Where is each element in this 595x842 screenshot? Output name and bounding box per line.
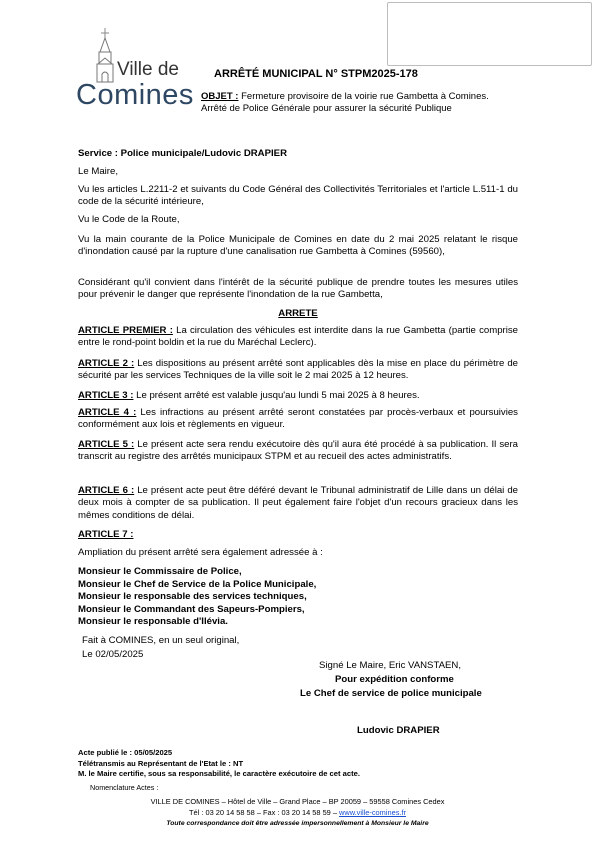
arrete-heading: ARRETE [278,308,318,319]
article-2-label: ARTICLE 2 : [78,358,135,369]
article-5-text: Le présent acte sera rendu exécutoire dès qu'il aura été procédé à sa publication. Il sera transcrit au registre des arrêtés municipaux STPM et au recueil des actes administratifs. [78,439,519,463]
article-1-label: ARTICLE PREMIER : [78,325,173,336]
objet-label: OBJET : [201,91,239,102]
article-6 [78,485,518,522]
article-3-label: ARTICLE 3 : [78,390,134,401]
vu-articles: Vu les articles L.2211-2 et suivants du Code Général des Collectivités Territoriales et l'article L.511-1 du code de la sécurité intérieure, [78,184,518,208]
article-2-text: Les dispositions au présent arrêté sont applicables dès la mise en place du périmètre de sécurité par les services Techniques de la ville soit le 2 mai 2025 à 12 heures. [78,358,518,382]
fait-a: Fait à COMINES, en un seul original, [82,635,240,646]
document-title: ARRÊTÉ MUNICIPAL N° STPM2025-178 [214,68,418,80]
recipient-5: Monsieur le responsable d'Ilévia. [78,616,228,628]
teletransmis: Télétransmis au Représentant de l'Etat le : NT [78,758,244,768]
article-5 [78,439,518,464]
article-2 [78,358,518,383]
footer-meta [78,748,360,780]
logo-ville-de: Ville de [117,59,179,80]
article-7 [78,529,518,541]
article-4 [78,407,518,432]
considerant: Considérant qu'il convient dans l'intérêt de la sécurité publique de prendre toutes les mesures utiles pour prévenir le danger que représente l'inondation de la rue Gambetta, [78,277,518,301]
article-5-label: ARTICLE 5 : [78,439,135,450]
certifie: M. le Maire certifie, sous sa responsabilité, le caractère exécutoire de cet acte. [78,769,360,778]
acte-publie: Acte publié le : 05/05/2025 [78,748,173,757]
signature-line2: Pour expédition conforme [335,674,454,685]
footer-tel: Tél : 03 20 14 58 58 – Fax : 03 20 14 58 59 – [189,808,340,817]
objet-line2: Arrêté de Police Générale pour assurer la sécurité Publique [201,102,452,114]
objet-line1: Fermeture provisoire de la voirie rue Gambetta à Comines. [241,91,489,102]
article-6-label: ARTICLE 6 : [78,485,135,496]
article-3-text: Le présent arrêté est valable jusqu'au lundi 5 mai 2025 à 8 heures. [136,390,420,401]
service-line: Service : Police municipale/Ludovic DRAPIER [78,148,287,159]
signature-name: Ludovic DRAPIER [357,725,440,736]
article-1-text: La circulation des véhicules est interdite dans la rue Gambetta (partie comprise entre le rond-point boldin et la rue du Maréchal Leclerc). [78,325,519,349]
article-7-label: ARTICLE 7 : [78,529,134,540]
recipients-list [78,566,518,629]
signature-line1: Signé Le Maire, Eric VANSTAEN, [319,660,461,671]
date: Le 02/05/2025 [82,649,144,660]
vu-main-courante: Vu la main courante de la Police Municipale de Comines en date du 2 mai 2025 relatant le risque d'inondation causé par la rupture d'une canalisation rue Gambetta à Comines (59560), [78,234,518,258]
recipient-4: Monsieur le Commandant des Sapeurs-Pompiers, [78,603,305,615]
footer-mention: Toute correspondance doit être adressée impersonnellement à Monsieur le Maire [166,820,429,827]
signature-line3: Le Chef de service de police municipale [300,688,482,699]
closing [82,634,239,662]
article-4-text: Les infractions au présent arrêté seront constatées par procès-verbaux et poursuivies conformément aux lois et règlements en vigueur. [78,407,518,431]
le-maire: Le Maire, [78,166,118,177]
recipient-2: Monsieur le Chef de Service de la Police Municipale, [78,578,317,590]
objet-block [201,91,501,114]
footer-address: VILLE DE COMINES – Hôtel de Ville – Grand Place – BP 20059 – 59558 Comines Cedex [150,797,445,806]
stamp-box [387,2,592,66]
article-1 [78,325,518,350]
nomenclature: Nomenclature Actes : [90,783,159,792]
ampliation: Ampliation du présent arrêté sera également adressée à : [78,547,323,558]
article-6-text: Le présent acte peut être déféré devant le Tribunal administratif de Lille dans un délai de deux mois à compter de sa publication. Il peut également faire l'objet d'un recours gracieux dans les mêmes conditions de délai. [78,485,519,521]
article-4-label: ARTICLE 4 : [78,407,137,418]
footer-contact [40,808,555,818]
recipient-3: Monsieur le responsable des services techniques, [78,591,307,603]
recipient-1: Monsieur le Commissaire de Police, [78,566,242,577]
website-link[interactable]: www.ville-comines.fr [339,808,406,817]
church-logo-icon [92,28,118,84]
vu-code-route: Vu le Code de la Route, [78,214,180,225]
logo-comines: Comines [76,79,194,111]
article-3 [78,390,518,402]
